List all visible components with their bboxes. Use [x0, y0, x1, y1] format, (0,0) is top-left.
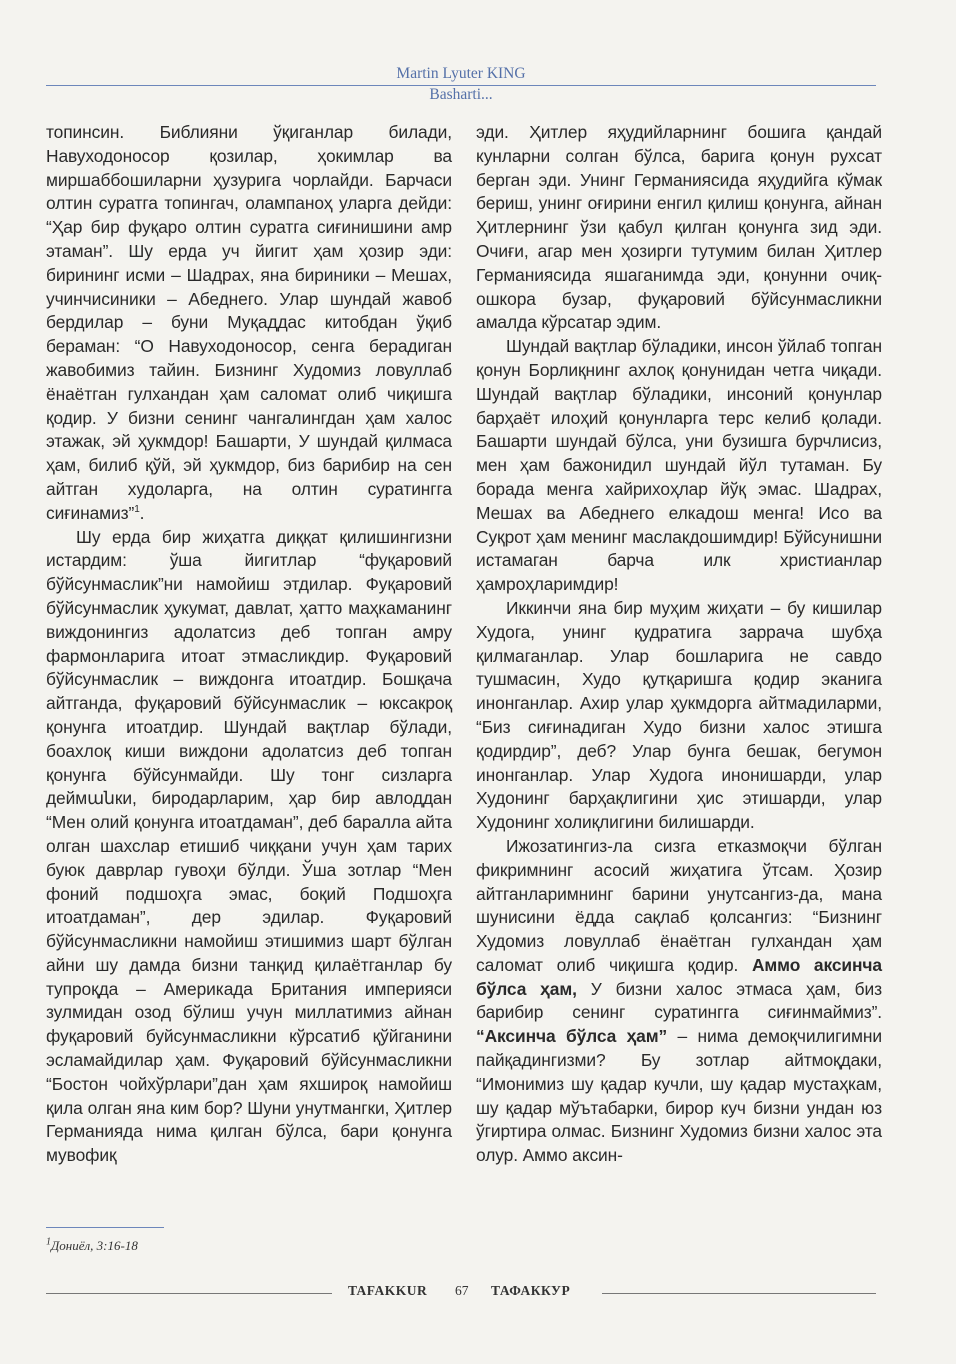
page-number: 67: [455, 1283, 469, 1298]
footer-title-cyrillic: ТАФАККУР: [491, 1283, 571, 1298]
page-footer: [46, 1283, 876, 1303]
paragraph: Ижозатингиз-ла сизга етказмоқчи бўлган фикримнинг асосий жиҳатига ўтсам. Ҳозир айтганларимнинг барини унутсангиз-да, мана шунисини ёдда сақлаб қолсангиз: “Бизнинг Худомиз ловуллаб ёнаётган гулхандан ҳам саломат олиб чиқишга қодир. Аммо аксинча бўлса ҳам, У бизни халос этмаса ҳам, биз барибир сенинг суратингга сиғинмаймиз”. “Аксинча бўлса ҳам” – нима демоқчилигимни пайқадингизми? Бу зотлар айтмоқдаки, “Имонимиз шу қадар кучли, шу қадар мустаҳкам, шу қадар мўътабарки, бирор куч бизни ундан юз ўгиртира олмас. Бизнинг Худомиз бизни халос эта олур. Аммо аксин-: [476, 835, 883, 1166]
right-column: [476, 121, 882, 1168]
footnote-ref: 1: [134, 503, 140, 515]
paragraph: эди. Ҳитлер яҳудийларнинг бошига қандай кунларни солган бўлса, барига қонун рухсат берган эди. Унинг Германиясида яҳудийга кўмак бериш, унинг оғирини енгил қилиш қонунга, айнан Ҳитлернинг ўзи қабул қилган қонунга зид эди. Очиғи, агар мен ҳозирги тутумим билан Ҳитлер Германиясида яшаганимда эди, қонунни очиқ-ошкора бузар, фуқаровий бўйсунмасликни амалда кўрсатар эдим.: [476, 122, 882, 333]
header-rule: [46, 85, 876, 86]
paragraph: топинсин. Библияни ўқиганлар билади, Навуходоносор қозилар, ҳокимлар ва миршаббошиларни ҳузурига чорлайди. Барчаси олтин суратга топингач, олампаноҳ уларга дейди: “Ҳар бир фуқаро олтин суратга сиғинишини амр этаман”. Шу ерда уч йигит ҳам ҳозир эди: бирининг исми – Шадрах, яна бириники – Мешах, учинчисиники – Абеднего. Улар шундай жавоб бердилар – буни Муқаддас китобдан ўқиб бераман: “О Навуходоносор, сенга берадиган жавобимиз тайин. Бизнинг Худомиз ловуллаб ёнаётган гулхандан ҳам саломат олиб чиқишга қодир. У бизни сенинг чангалингдан ҳам халос этажак, эй ҳукмдор! Башарти, У шундай қилмаса ҳам, билиб қўй, эй ҳукмдор, биз барибир на сен айтган худоларга, на олтин суратингга сиғинамиз”$^1$.: [46, 122, 452, 523]
footer-rule-right: [602, 1293, 876, 1294]
emphasis: Аммо аксинча бўлса ҳам,: [476, 954, 882, 999]
footnote-mark: 1: [46, 1236, 51, 1248]
running-header: [46, 64, 876, 104]
paragraph: Шундай вақтлар бўладики, инсон ўйлаб топган қонун Борлиқнинг ахлоқ қонунидан четга чиқади. Шундай вақтлар бўладики, инсоний қонунлар барҳаёт илоҳий қонунларга терс келиб қолади. Башарти шундай бўлса, уни бузишга бурчлисиз, мен ҳам бажонидил шундай йўл тутаман. Бу борада менга хайрихоҳлар йўқ эмас. Шадрах, Мешах ва Абеднего елкадош менга! Исо ва Суқрот ҳам менинг маслакдошимдир! Бўйсунишни истамаган барча илк христианлар ҳамроҳларимдир!: [476, 336, 882, 595]
footnote-text: Дониёл, 3:16-18: [51, 1238, 138, 1253]
footnote-rule: [46, 1227, 164, 1228]
header-title: Basharti...: [429, 86, 493, 103]
emphasis: “Аксинча бўлса ҳам”: [476, 1026, 668, 1047]
header-author: Martin Lyuter KING: [396, 65, 526, 82]
footer-title-latin: TAFAKKUR: [348, 1283, 428, 1298]
footnote: [46, 1238, 138, 1254]
left-column: [46, 121, 452, 1168]
paragraph: Шу ерда бир жиҳатга диққат қилишингизни истардим: ўша йигитлар “фуқаровий бўйсунмаслик”ни намойиш этдилар. Фуқаровий бўйсунмаслик ҳукумат, давлат, ҳатто маҳкаманинг виждонингиз адолатсиз деб топган амру фармонларига итоат этмасликдир. Фуқаровий бўйсунмаслик – виждонга итоатдир. Бошқача айтганда, фуқаровий бўйсунмаслик – юксакроқ қонунга итоатдир. Шундай вақтлар бўлади, боахлоқ киши виждони адолатсиз деб топган қонунга бўйсунмайди. Шу тонг сизларга деймանки, биродарларим, ҳар бир авлоддан “Мен олий қонунга итоатдаман”, деб баралла айта олган шахслар етишиб чиққани учун ҳам тарих буюк даврлар гувоҳи бўлди. Ўша зотлар “Мен фоний подшоҳга эмас, боқий Подшоҳга итоатдаман”, дер эдилар. Фуқаровий бўйсунмасликни намойиш этишимиз шарт бўлган айни шу дамда бизни танқид қилаётганлар бу тупроқда – Америкада Британия империяси зулмидан озод бўлиш учун миллатимиз айнан фуқаровий буйсунмасликни кўрсатиб қўйганини эсламайдилар ҳам. Фуқаровий бўйсунмасликни “Бостон чойхўрлари”дан ҳам яхшироқ намойиш қила олган яна ким бор? Шуни унутмангки, Ҳитлер Германияда нима қилган бўлса, бари қонунга мувофиқ: [46, 526, 452, 1166]
paragraph: Иккинчи яна бир муҳим жиҳати – бу кишилар Худога, унинг қудратига заррача шубҳа қилмаганлар. Улар бошларига не савдо тушмасин, Худо қутқаришга қодир эканига инонганлар. Ахир улар ҳукмдорга айтмадиларми, “Биз сиғинадиган Худо бизни халос этишга қодирдир”, деб? Улар бунга бешак, бегумон инонганлар. Улар Худога инонишарди, улар Худонинг барҳақлигини ҳис этишарди, улар Худонинг холиқлигини билишарди.: [476, 597, 882, 833]
footer-rule-left: [46, 1293, 332, 1294]
